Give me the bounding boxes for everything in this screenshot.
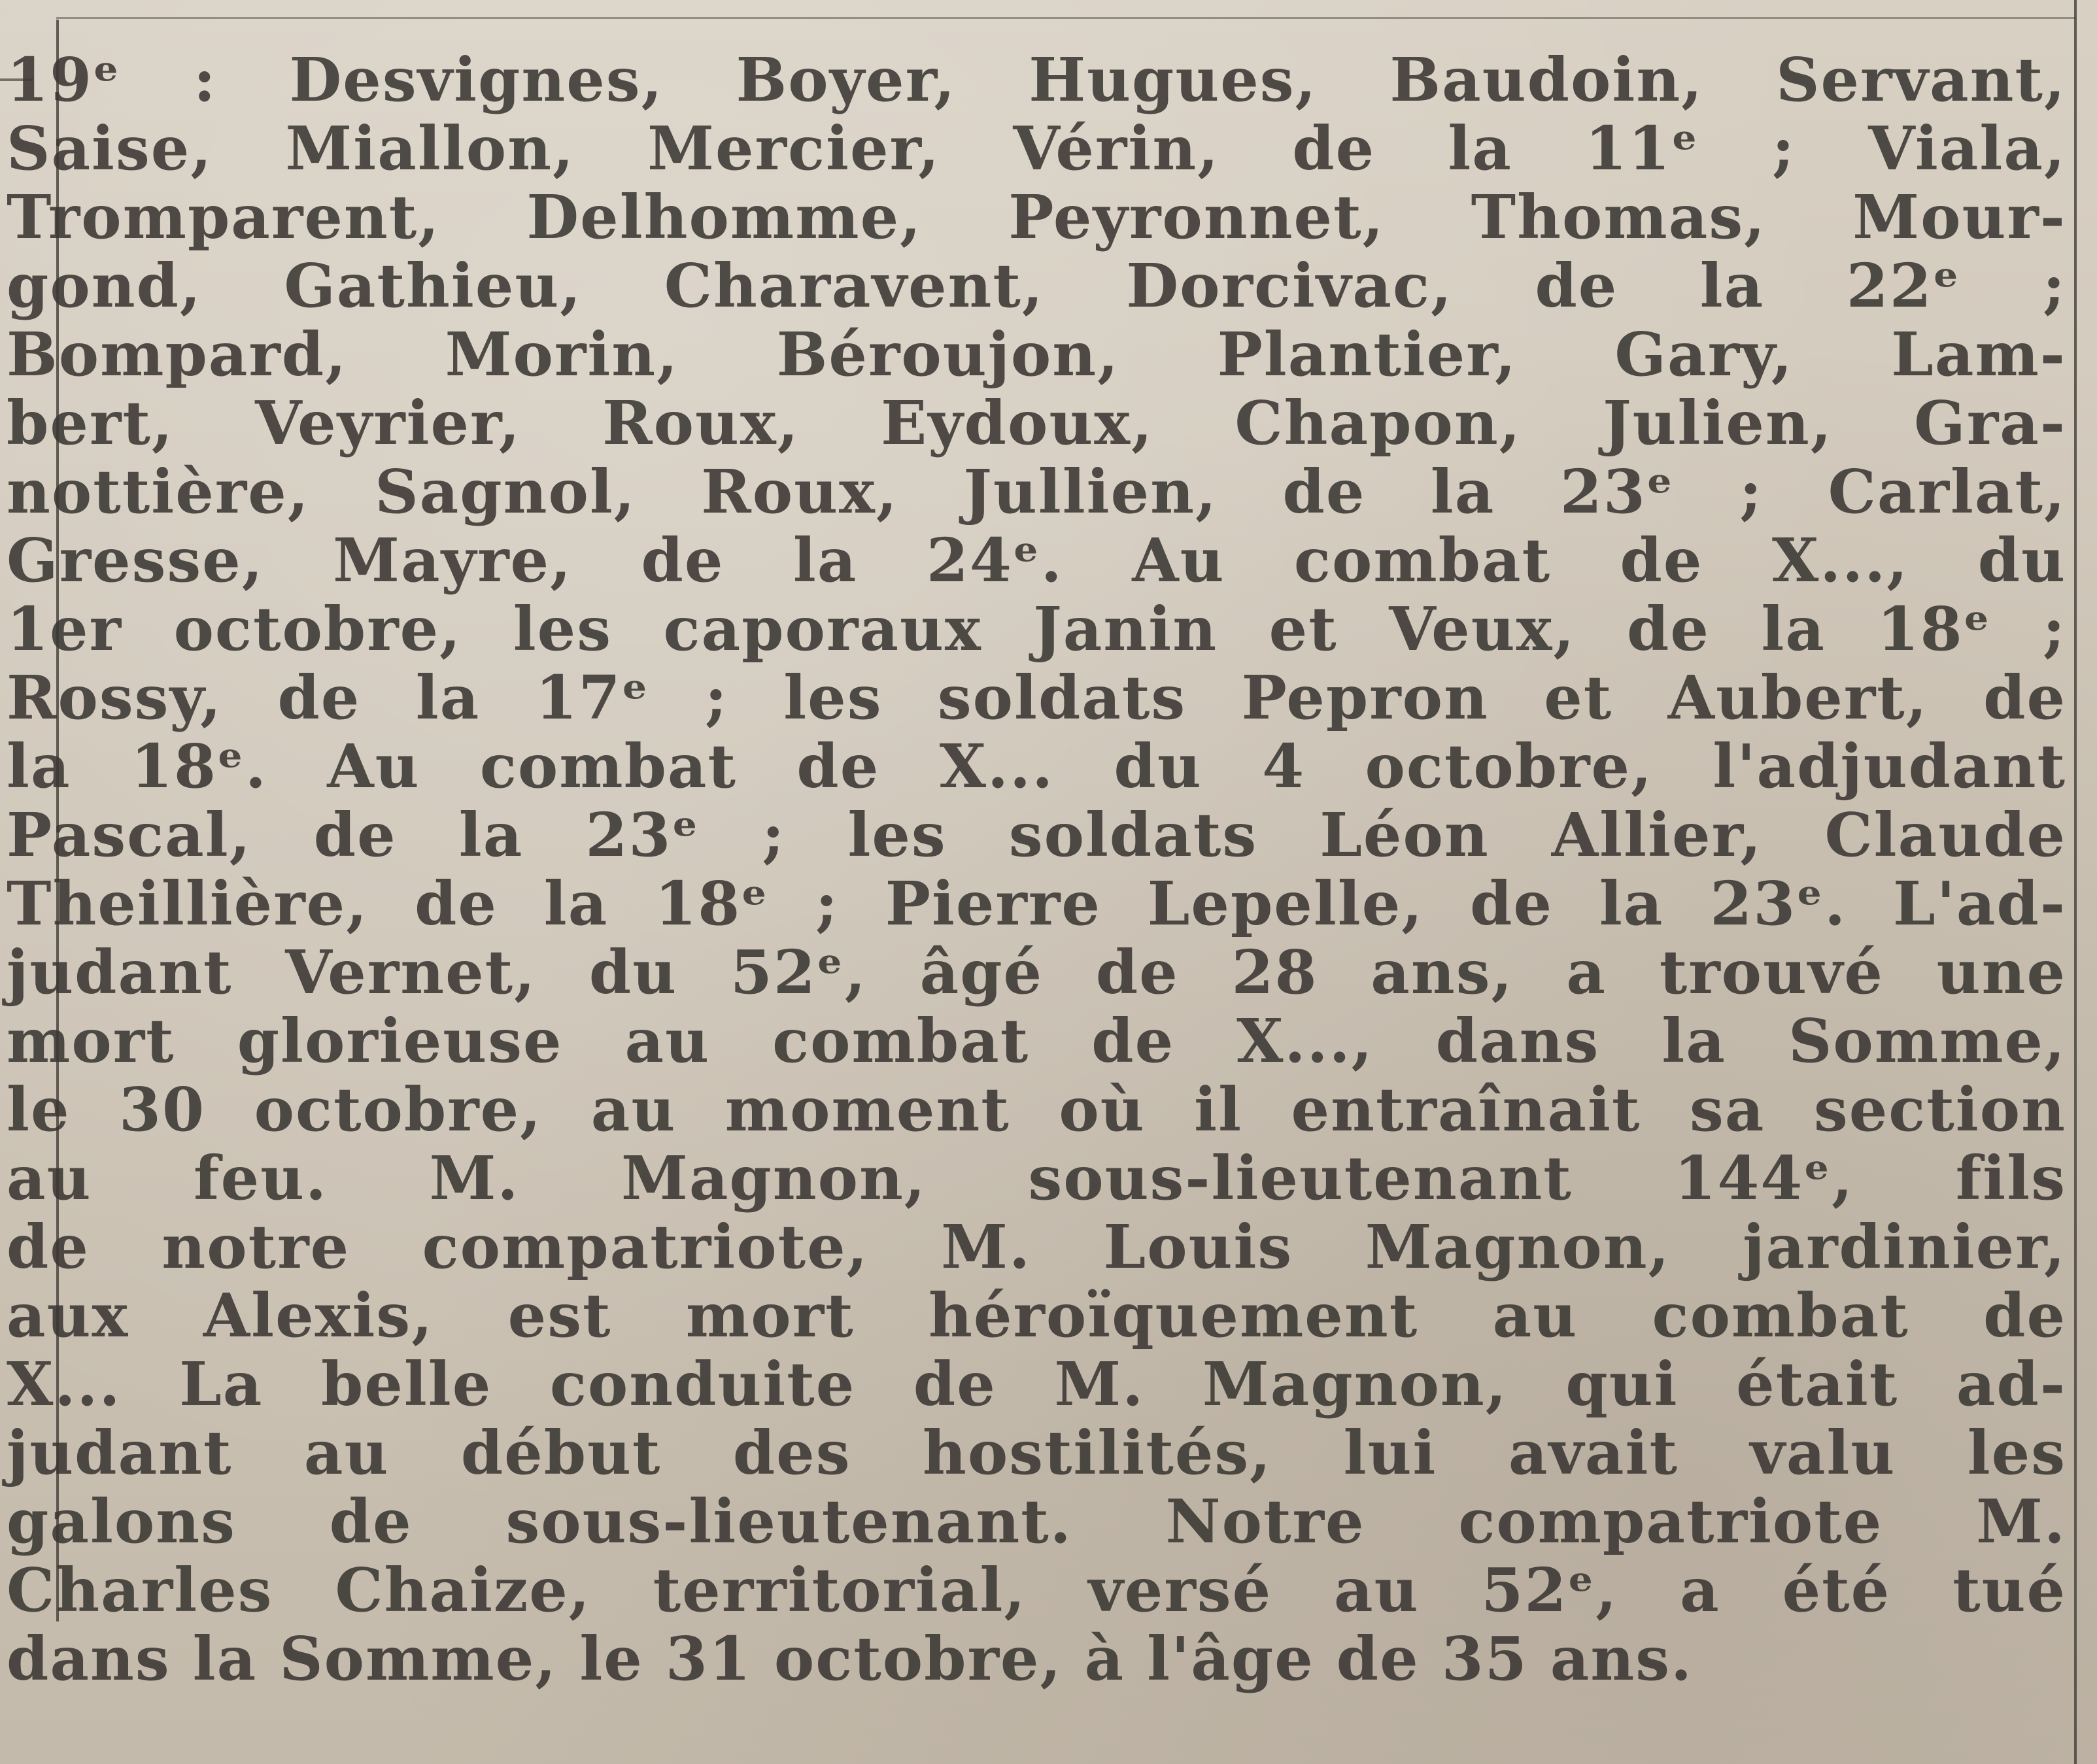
text-line: mort glorieuse au combat de X..., dans la Somme,: [7, 1006, 2066, 1076]
text-line: judant Vernet, du 52ᵉ, âgé de 28 ans, a trouvé une: [7, 937, 2066, 1008]
text-line: judant au début des hostilités, lui avait valu les: [7, 1417, 2066, 1488]
text-line: Saise, Miallon, Mercier, Vérin, de la 11ᵉ ; Viala,: [7, 113, 2066, 184]
text-line: Tromparent, Delhomme, Peyronnet, Thomas, Mour-: [7, 182, 2066, 252]
text-line: Rossy, de la 17ᵉ ; les soldats Pepron et Aubert, de: [7, 662, 2066, 733]
text-line: la 18ᵉ. Au combat de X... du 4 octobre, l'adjudant: [7, 731, 2066, 802]
text-line: Pascal, de la 23ᵉ ; les soldats Léon Allier, Claude: [7, 800, 2066, 870]
text-line: Gresse, Mayre, de la 24ᵉ. Au combat de X..., du: [7, 525, 2066, 596]
text-line: Bompard, Morin, Béroujon, Plantier, Gary, Lam-: [7, 319, 2066, 390]
text-line: bert, Veyrier, Roux, Eydoux, Chapon, Julien, Gra-: [7, 388, 2066, 458]
text-line: galons de sous-lieutenant. Notre compatriote M.: [7, 1486, 2066, 1557]
text-line: le 30 octobre, au moment où il entraînait sa section: [7, 1074, 2066, 1145]
text-line: Theillière, de la 18ᵉ ; Pierre Lepelle, de la 23ᵉ. L'ad-: [7, 868, 2066, 939]
text-line: 1er octobre, les caporaux Janin et Veux, de la 18ᵉ ;: [7, 594, 2066, 664]
text-line: aux Alexis, est mort héroïquement au combat de: [7, 1280, 2066, 1351]
text-line: de notre compatriote, M. Louis Magnon, jardinier,: [7, 1212, 2066, 1282]
text-line-last: dans la Somme, le 31 octobre, à l'âge de 35 ans.: [7, 1623, 1694, 1694]
column-rule-right: [2074, 0, 2077, 1764]
article-text-column: [7, 46, 2066, 1693]
text-line: nottière, Sagnol, Roux, Jullien, de la 23ᵉ ; Carlat,: [7, 456, 2066, 527]
text-line: 19ᵉ : Desvignes, Boyer, Hugues, Baudoin, Servant,: [7, 44, 2066, 115]
text-line: X... La belle conduite de M. Magnon, qui était ad-: [7, 1349, 2066, 1419]
text-line: gond, Gathieu, Charavent, Dorcivac, de la 22ᵉ ;: [7, 250, 2066, 321]
text-line: au feu. M. Magnon, sous-lieutenant 144ᵉ, fils: [7, 1143, 2066, 1213]
column-rule-top: [56, 17, 2077, 19]
text-line: Charles Chaize, territorial, versé au 52ᵉ, a été tué: [7, 1555, 2066, 1625]
